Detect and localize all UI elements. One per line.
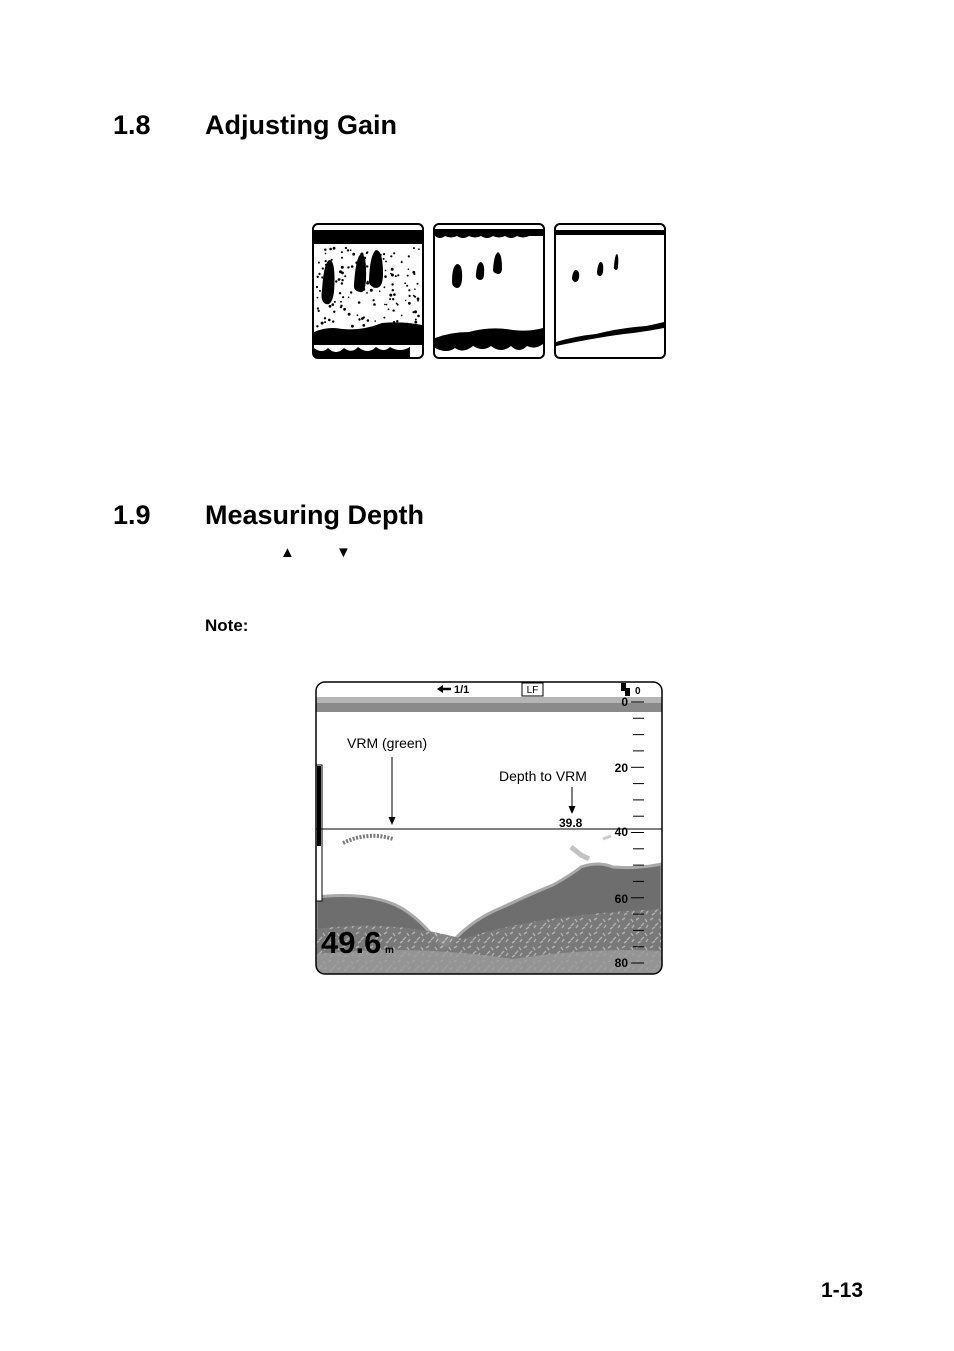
down-arrow-icon: ▼ [336, 544, 351, 561]
section-title: Measuring Depth [205, 500, 425, 530]
echo-panel-proper-gain [434, 224, 544, 358]
scale-label-40: 40 [614, 825, 628, 839]
echo-panel-high-gain [313, 224, 423, 358]
scale-label-80: 80 [614, 956, 628, 970]
scale-label-20: 20 [614, 761, 628, 775]
depth-readout: 49.6 [321, 925, 382, 960]
note-label: Note: [205, 616, 249, 635]
frequency-badge: LF [526, 685, 539, 696]
scale-label-0: 0 [621, 695, 628, 709]
up-arrow-icon: ▲ [280, 544, 295, 561]
top-right-value: 0 [635, 686, 641, 697]
gain-comparison-figure [310, 222, 670, 362]
echo-display-figure [313, 679, 665, 977]
section-title: Adjusting Gain [205, 110, 397, 140]
echo-panel-low-gain [555, 224, 665, 358]
scale-label-60: 60 [614, 892, 628, 906]
section-number: 1.9 [113, 500, 151, 530]
vrm-depth-value: 39.8 [559, 816, 583, 830]
page-indicator: 1/1 [454, 684, 470, 696]
depth-to-vrm-callout: Depth to VRM [499, 768, 587, 784]
vrm-callout: VRM (green) [347, 735, 428, 751]
page-number: 1-13 [820, 1279, 863, 1302]
section-number: 1.8 [113, 110, 151, 140]
depth-unit: m [385, 945, 394, 956]
